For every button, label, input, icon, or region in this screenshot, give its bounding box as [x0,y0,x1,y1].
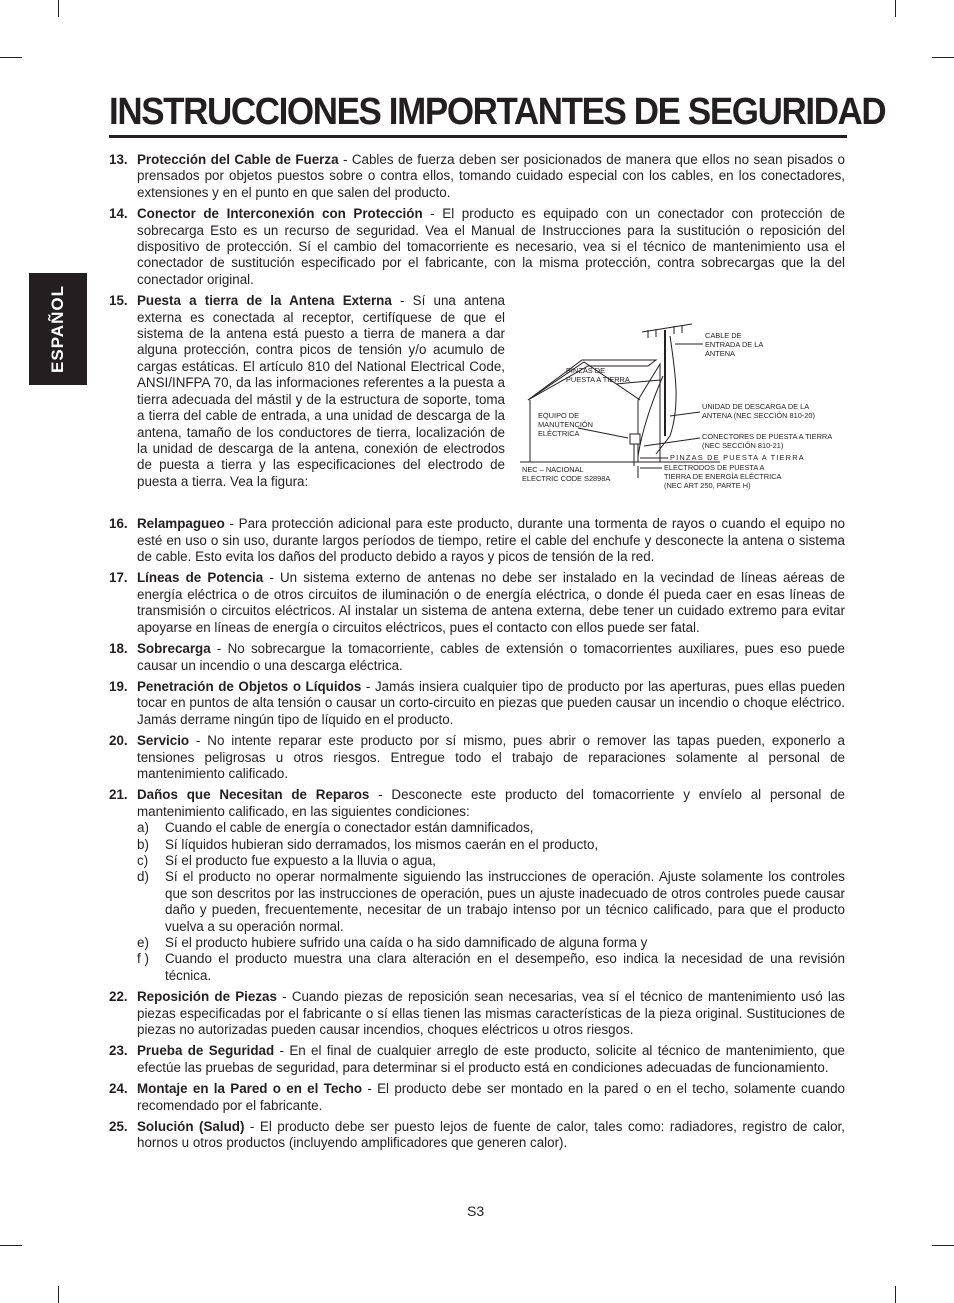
list-item-16 [109,516,845,565]
sub-item-letter: a) [137,820,149,836]
page-title: INSTRUCCIONES IMPORTANTES DE SEGURIDAD [109,91,886,133]
item-number: 16. [109,516,128,532]
sub-item-b [137,837,845,853]
item-heading: Montaje en la Pared o en el Techo [137,1081,363,1097]
discharge-unit [630,434,640,444]
crop-mark [895,0,896,17]
item-number: 15. [109,293,128,309]
sub-item-letter: d) [137,869,149,885]
sub-item-text: Cuando el cable de energía o conectador están damnificados, [165,820,534,836]
item-body: - Sí una antena externa es conectada al receptor, certifíquese de que el sistema de la antena está puesto a tierra de manera a dar alguna protección, contra picos de tensión y/o acumulo de cargas estáticas. El artículo 810 del National Electrical Code, ANSI/INFPA 70, da las informaciones referentes a la puesta a tierra adecuada del mástil y de la estructura de soporte, toma a tierra del cable de entrada, a una unidad de descarga de la antena, tamaño de los conductores de tierra, localización de la unidad de descarga de la antena, conexión de electrodos de puesta a tierra y las especificaciones del electrodo de puesta a tierra. Vea la figura: [137,293,505,489]
list-item-21 [109,787,845,984]
sub-item-e [137,935,845,951]
label-nec: NEC – NACIONAL ELECTRIC CODE S2898A [522,465,611,483]
sub-item-letter: e) [137,935,149,950]
list-item-13 [109,152,845,201]
label-conectores: CONECTORES DE PUESTA A TIERRA (NEC SECCIÓN 810-21) [702,432,833,450]
item-body: - Cuando piezas de reposición sean necesarias, vea sí el técnico de mantenimiento usó las piezas especificadas por el fabricante o sí ellas tienen las mismas características de la pieza original. Sustituciones de piezas no autorizadas pueden causar incendios, choques eléctricos u otros riesgos. [137,989,845,1038]
item-number: 23. [109,1043,128,1059]
sub-item-letter: b) [137,836,149,852]
safety-list [109,152,845,1157]
item-15-text [137,293,505,490]
label-electrodos: ELECTRODOS DE PUESTA A TIERRA DE ENERGÍA ELÉCTRICA (NEC ART 250, PARTE H) [664,463,782,490]
item-heading: Puesta a tierra de la Antena Externa [137,293,392,309]
item-heading: Sobrecarga [137,641,211,657]
sub-item-letter: f ) [137,951,149,967]
item-number: 21. [109,787,128,803]
sub-item-d [137,869,845,935]
list-item-20 [109,733,845,782]
crop-mark [932,1245,954,1246]
label-unidad-descarga: UNIDAD DE DESCARGA DE LA ANTENA (NEC SECCIÓN 810-20) [702,402,815,420]
item-body: - No intente reparar este producto por sí mismo, pues abrir o remover las tapas pueden, exponerlo a tensiones peligrosas u otros riesgos. Entregue todo el trabajo de reparaciones solamente al personal de mantenimiento calificado. [137,733,845,781]
item-body: - Cables de fuerza deben ser posicionados de manera que ellos no sean pisados o prensados por objetos puestos sobre o contra ellos, tomando cuidado especial con los cables, en los conectadores, extensiones y en el punto en que salen del producto. [137,152,845,200]
item-number: 25. [109,1119,128,1135]
sub-item-text: Sí el producto fue expuesto a la lluvia o agua, [165,852,436,868]
sub-item-text: Cuando el producto muestra una clara alteración en el desempeño, eso indica la necesidad de una revisión técnica. [165,951,845,983]
list-item-17 [109,570,845,636]
list-item-22 [109,989,845,1038]
item-number: 18. [109,641,128,657]
language-tab-label: ESPAÑOL [48,285,67,373]
sub-item-f [137,951,845,984]
antenna-boom [642,324,692,332]
label-equipo: EQUIPO DE MANUTENCIÓN ELÉCTRICA [538,411,594,438]
item-body: - El producto es equipado con un conectador con protección de sobrecarga Esto es un recurso de seguridad. Vea el Manual de Instrucciones para la sustitución o reposición del dispositivo de protección. Sí el cambio del tomacorriente es necesario, vea si el técnico de mantenimiento usa el conectador de sustitución especificado por el fabricante, con la misma protección, contra sobrecargas que la del conectador original. [137,206,845,287]
item-heading: Penetración de Objetos o Líquidos [137,678,362,694]
list-item-19 [109,679,845,728]
label-cable-entrada: CABLE DE ENTRADA DE LA ANTENA [705,331,764,358]
item-body: - Jamás insiera cualquier tipo de producto por las aperturas, pues ellas pueden tocar en puntos de alta tensión o causar un corto-circuito en piezas que pueden causar un incendio o choque eléctrico. Jamás derrame ningún tipo de líquido en el producto. [137,678,845,727]
item-body: - Para protección adicional para este producto, durante una tormenta de rayos o cuando el equipo no esté en uso o sin uso, durante largos períodos de tiempo, retire el cable del enchufe y desconecte la antena o sistema de cable. Esto evita los daños del producto debido a rayos y picos de tensión de la red. [137,516,845,565]
sub-item-c [137,853,845,869]
item-heading: Daños que Necesitan de Reparos [137,787,370,803]
sub-item-letter: c) [137,852,149,868]
title-underline [109,135,847,138]
list-item-18 [109,641,845,674]
item-heading: Líneas de Potencia [137,570,264,586]
item-number: 14. [109,206,128,222]
list-item-23 [109,1043,845,1076]
diagram-labels [522,331,832,490]
list-item-25 [109,1119,845,1152]
page-number: S3 [467,1203,485,1219]
item-number: 19. [109,678,128,694]
item-body: - Un sistema externo de antenas no debe ser instalado en la vecindad de líneas aéreas de energía eléctrica o de otros circuitos de iluminación o de energía eléctrica, o donde él pueda caer en esas líneas de transmisión o circuitos eléctricos. Al instalar un sistema de antena externa, debe tener un cuidado extremo para evitar apoyarse en líneas de energía o circuitos eléctricos, pues el contacto con ellos puede ser fatal. [137,570,845,635]
crop-mark [58,0,59,17]
crop-mark [0,57,22,58]
list-item-14 [109,206,845,288]
item-heading: Solución (Salud) [137,1119,245,1135]
item-heading: Relampagueo [137,516,225,532]
crop-mark [932,57,954,58]
list-item-24 [109,1081,845,1114]
item-number: 20. [109,733,128,749]
item-heading: Servicio [137,733,190,749]
label-pinzas-tierra: PINZAS DE PUESTA A TIERRA [670,453,805,462]
sub-item-text: Sí el producto no operar normalmente siguiendo las instrucciones de operación. Ajuste solamente los controles que son descritos por las instrucciones de operación, pues un ajuste inadecuado de otros controles puede causar daño y pueden, frecuentemente, necesitar de un trabajo intenso por un técnico calificado, para que el producto vuelva a su operación normal. [165,869,845,934]
item-number: 17. [109,570,128,586]
crop-mark [0,1245,22,1246]
label-pinzas: PINZAS DE PUESTA A TIERRA [566,366,630,384]
item-number: 24. [109,1081,128,1097]
crop-mark [895,1286,896,1303]
language-tab [29,273,87,385]
item-body: - El producto debe ser montado en la pared o en el techo, solamente cuando recomendado por el fabricante. [137,1081,845,1113]
lead-in-cable [656,336,676,454]
diagram-svg [520,316,850,496]
item-body: - No sobrecargue la tomacorriente, cables de extensión o tomacorrientes auxiliares, pues eso puede causar un incendio o una descarga eléctrica. [137,641,845,673]
item-body: - En el final de cualquier arreglo de este producto, solicite al técnico de mantenimiento, que efectúe las pruebas de seguridad, para determinar si el producto está en condiciones adecuadas de funcionamiento. [137,1043,845,1075]
item-number: 22. [109,989,128,1005]
crop-mark [58,1286,59,1303]
sub-item-text: Sí líquidos hubieran sido derramados, los mismos caerán en el producto, [165,836,599,852]
item-number: 13. [109,152,128,167]
antenna-grounding-diagram [520,316,850,496]
item-heading: Prueba de Seguridad [137,1043,275,1059]
sub-item-text: Sí el producto hubiere sufrido una caída o ha sido damnificado de alguna forma y [165,935,648,950]
item-body: - Desconecte este producto del tomacorriente y envíelo al personal de mantenimiento calificado, en las siguientes condiciones: [137,787,846,819]
item-heading: Reposición de Piezas [137,989,277,1005]
sub-item-a [137,820,845,836]
item-body: - El producto debe ser puesto lejos de fuente de calor, tales como: radiadores, registro de calor, hornos u otros productos (incluyendo amplificadores que generen calor). [137,1119,845,1151]
item-heading: Conector de Interconexión con Protección [137,206,423,222]
item-heading: Protección del Cable de Fuerza [137,152,339,167]
